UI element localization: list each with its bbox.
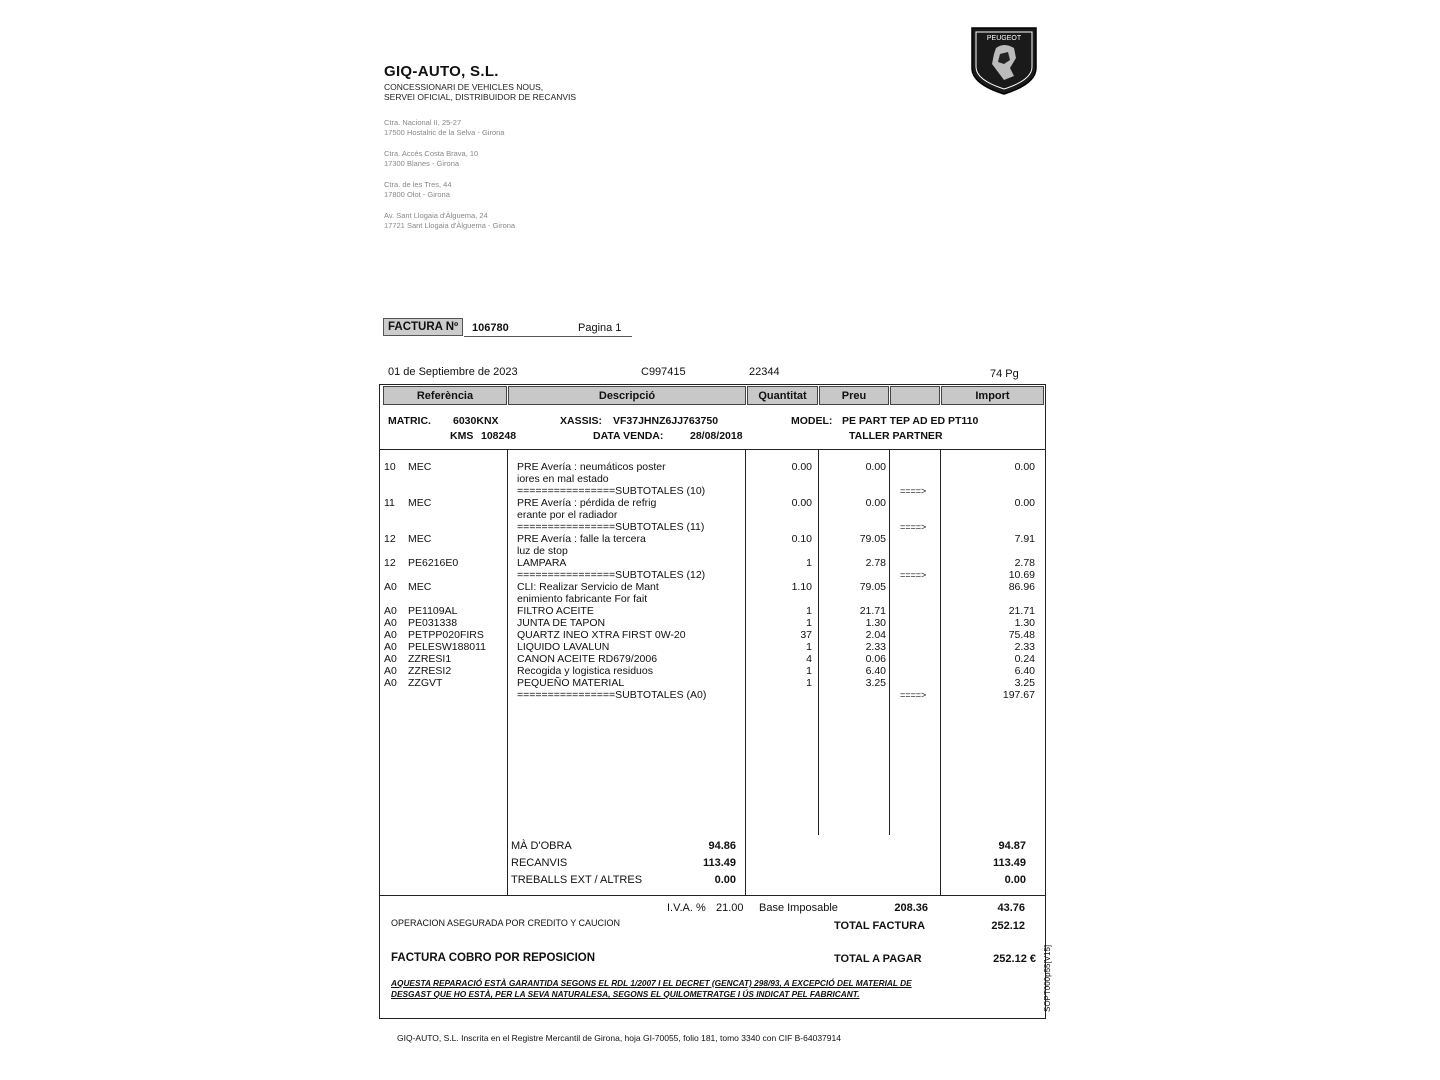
line-description: PRE Avería : falle la tercera	[517, 533, 646, 545]
xassis-value: VF37JHNZ6JJ763750	[613, 415, 719, 427]
col-header-price: Preu	[819, 386, 889, 405]
line-reference: PE031338	[408, 617, 458, 629]
address-2-line-1: Ctra. Accés Costa Brava, 10	[384, 149, 479, 158]
line-price: 6.40	[865, 665, 886, 677]
line-code: A0	[384, 617, 397, 629]
line-amount: 10.69	[1008, 569, 1035, 581]
company-tagline-2: SERVEI OFICIAL, DISTRIBUIDOR DE RECANVIS	[384, 92, 577, 102]
line-description: ================SUBTOTALES (10)	[517, 485, 706, 497]
invoice-date: 01 de Septiembre de 2023	[388, 366, 518, 378]
line-price: 0.00	[865, 461, 886, 473]
invoice-underline	[464, 336, 632, 337]
iva-rate: 21.00	[716, 902, 744, 914]
line-quantity: 1	[806, 641, 812, 653]
line-reference: MEC	[408, 497, 432, 509]
col-divider-3	[818, 450, 819, 835]
labour-label: MÀ D'OBRA	[511, 840, 572, 852]
line-price: 21.71	[859, 605, 886, 617]
model-label: MODEL:	[791, 415, 833, 427]
col-divider-5	[940, 450, 941, 895]
line-quantity: 1	[806, 677, 812, 689]
line-code: A0	[384, 677, 397, 689]
line-quantity: 1	[806, 665, 812, 677]
line-reference: PETPP020FIRS	[408, 629, 484, 641]
line-amount: 0.24	[1014, 653, 1035, 665]
col-header-desc: Descripció	[508, 386, 746, 405]
xassis-label: XASSIS:	[560, 415, 603, 427]
line-quantity: 0.00	[791, 497, 812, 509]
line-price: 2.78	[865, 557, 886, 569]
brand-name: PEUGEOT	[986, 35, 1022, 42]
line-price: 2.33	[865, 641, 886, 653]
page-number: Pagina 1	[578, 322, 622, 334]
sale-date-label: DATA VENDA:	[593, 430, 664, 442]
kms-label: KMS	[450, 430, 474, 442]
line-reference: PE6216E0	[408, 557, 459, 569]
line-price: 2.04	[865, 629, 886, 641]
line-code: A0	[384, 581, 397, 593]
invoice-label: FACTURA Nº	[383, 318, 463, 336]
line-description: ================SUBTOTALES (A0)	[517, 689, 707, 701]
line-amount: 7.91	[1014, 533, 1035, 545]
line-reference: ZZRESI2	[408, 665, 452, 677]
address-1-line-1: Ctra. Nacional II, 25-27	[384, 118, 462, 127]
sale-date-value: 28/08/2018	[690, 430, 743, 442]
guarantee-line-1: AQUESTA REPARACIÓ ESTÀ GARANTIDA SEGONS EL RDL 1/2007 I EL DECRET (GENCAT) 298/93, A EXCEPCIÓ DEL MATERIAL DE	[391, 978, 912, 988]
line-quantity: 0.00	[791, 461, 812, 473]
col-divider-2	[745, 450, 746, 895]
invoice-number: 106780	[472, 322, 509, 334]
line-description: enimiento fabricante For fait	[517, 593, 648, 605]
line-description: ================SUBTOTALES (11)	[517, 521, 705, 533]
iva-amount: 43.76	[997, 902, 1025, 914]
line-description: CANON ACEITE RD679/2006	[517, 653, 658, 665]
address-1-line-2: 17500 Hostalric de la Selva - Girona	[384, 128, 505, 137]
line-code: A0	[384, 605, 397, 617]
model-value: PE PART TEP AD ED PT110	[842, 415, 979, 427]
external-work-value: 0.00	[714, 874, 736, 886]
col-divider-4	[889, 450, 890, 835]
line-code: 11	[384, 497, 395, 509]
operation-note: OPERACION ASEGURADA POR CREDITO Y CAUCION	[391, 918, 621, 928]
line-description: PEQUEÑO MATERIAL	[517, 677, 625, 689]
total-invoice-label: TOTAL FACTURA	[834, 920, 926, 932]
line-description: JUNTA DE TAPON	[517, 617, 606, 629]
kms-value: 108248	[481, 430, 517, 442]
line-code: A0	[384, 665, 397, 677]
line-amount: 0.00	[1014, 461, 1035, 473]
footer-registration: GIQ-AUTO, S.L. Inscrita en el Registre Mercantil de Girona, hoja GI-70055, folio 181, tomo 3340 con CIF B-64037914	[397, 1033, 841, 1043]
line-price: 0.06	[865, 653, 886, 665]
line-price: 79.05	[859, 581, 886, 593]
col-header-blank	[890, 386, 940, 405]
line-quantity: 1	[806, 557, 812, 569]
line-price: 1.30	[865, 617, 886, 629]
labour-value: 94.86	[708, 840, 736, 852]
company-tagline: CONCESSIONARI DE VEHICLES NOUS,	[384, 82, 544, 92]
col-divider-1	[507, 450, 508, 895]
line-amount: 2.33	[1014, 641, 1035, 653]
labour-total: 94.87	[998, 840, 1026, 852]
line-arrow: ====>	[900, 522, 927, 532]
total-due-value: 252.12 €	[993, 953, 1036, 965]
line-reference: ZZGVT	[408, 677, 443, 689]
line-description: PRE Avería : pérdida de refrig	[517, 497, 657, 509]
line-price: 0.00	[865, 497, 886, 509]
line-reference: ZZRESI1	[408, 653, 452, 665]
external-work-label: TREBALLS EXT / ALTRES	[511, 874, 643, 886]
parts-total: 113.49	[992, 857, 1026, 869]
company-name: GIQ-AUTO, S.L.	[384, 63, 499, 80]
line-quantity: 1	[806, 605, 812, 617]
line-quantity: 1.10	[791, 581, 812, 593]
taxable-base-value: 208.36	[894, 902, 928, 914]
line-description: LIQUIDO LAVALUN	[517, 641, 610, 653]
line-quantity: 1	[806, 617, 812, 629]
total-invoice-value: 252.12	[991, 920, 1025, 932]
address-4-line-1: Av. Sant Llogaia d'Àlguema, 24	[384, 211, 488, 220]
line-amount: 75.48	[1008, 629, 1035, 641]
peugeot-logo	[968, 24, 1040, 96]
line-quantity: 4	[806, 653, 812, 665]
address-4-line-2: 17721 Sant Llogaia d'Àlguema - Girona	[384, 221, 516, 230]
col-header-ref: Referència	[383, 386, 507, 405]
parts-value: 113.49	[702, 857, 736, 869]
vehicle-divider	[380, 449, 1045, 450]
col-header-qty: Quantitat	[747, 386, 818, 405]
line-amount: 6.40	[1014, 665, 1035, 677]
address-2-line-2: 17300 Blanes - Girona	[384, 159, 460, 168]
line-amount: 2.78	[1014, 557, 1035, 569]
collection-note: FACTURA COBRO POR REPOSICION	[391, 952, 596, 964]
line-reference: PE1109AL	[408, 605, 458, 617]
iva-label: I.V.A. %	[667, 902, 706, 914]
line-code: A0	[384, 641, 397, 653]
matric-label: MATRIC.	[388, 415, 431, 427]
workshop-value: TALLER PARTNER	[849, 430, 943, 442]
line-amount: 1.30	[1014, 617, 1035, 629]
line-reference: MEC	[408, 581, 432, 593]
line-reference: MEC	[408, 533, 432, 545]
line-description: FILTRO ACEITE	[517, 605, 594, 617]
payment-code: 74 Pg	[990, 368, 1019, 380]
line-description: iores en mal estado	[517, 473, 609, 485]
line-description: erante por el radiador	[517, 509, 618, 521]
address-3-line-1: Ctra. de les Tres, 44	[384, 180, 452, 189]
line-code: A0	[384, 629, 397, 641]
line-price: 3.25	[865, 677, 886, 689]
line-amount: 21.71	[1008, 605, 1035, 617]
line-arrow: ====>	[900, 690, 927, 700]
line-arrow: ====>	[900, 486, 927, 496]
line-amount: 86.96	[1008, 581, 1035, 593]
side-form-code: SOPT000p55[V15]	[1043, 944, 1052, 1012]
line-description: LAMPARA	[517, 557, 567, 569]
line-quantity: 0.10	[791, 533, 812, 545]
line-amount: 3.25	[1014, 677, 1035, 689]
totals-divider	[380, 895, 1045, 896]
guarantee-line-2: DESGAST QUE HO ESTÀ, PER LA SEVA NATURALESA, SEGONS EL QUILOMETRATGE I ÚS INDICAT PEL FABRICANT.	[391, 989, 860, 999]
address-3-line-2: 17800 Olot - Girona	[384, 190, 450, 199]
line-arrow: ====>	[900, 570, 927, 580]
customer-code: C997415	[641, 366, 686, 378]
line-description: QUARTZ INEO XTRA FIRST 0W-20	[517, 629, 686, 641]
line-description: PRE Avería : neumáticos poster	[517, 461, 666, 473]
line-reference: MEC	[408, 461, 432, 473]
line-description: CLI: Realizar Servicio de Mant	[517, 581, 659, 593]
col-header-amount: Import	[941, 386, 1044, 405]
line-code: 12	[384, 557, 396, 569]
line-amount: 0.00	[1014, 497, 1035, 509]
line-amount: 197.67	[1002, 689, 1035, 701]
line-code: 12	[384, 533, 396, 545]
line-description: ================SUBTOTALES (12)	[517, 569, 706, 581]
line-quantity: 37	[800, 629, 812, 641]
external-work-total: 0.00	[1004, 874, 1026, 886]
line-reference: PELESW188011	[408, 641, 487, 653]
parts-label: RECANVIS	[511, 857, 568, 869]
taxable-base-label: Base Imposable	[759, 902, 838, 914]
line-description: Recogida y logistica residuos	[517, 665, 653, 677]
matric-value: 6030KNX	[453, 415, 499, 427]
total-due-label: TOTAL A PAGAR	[834, 953, 922, 965]
line-code: 10	[384, 461, 396, 473]
line-description: luz de stop	[517, 545, 568, 557]
line-code: A0	[384, 653, 397, 665]
line-price: 79.05	[859, 533, 886, 545]
order-code: 22344	[749, 366, 780, 378]
